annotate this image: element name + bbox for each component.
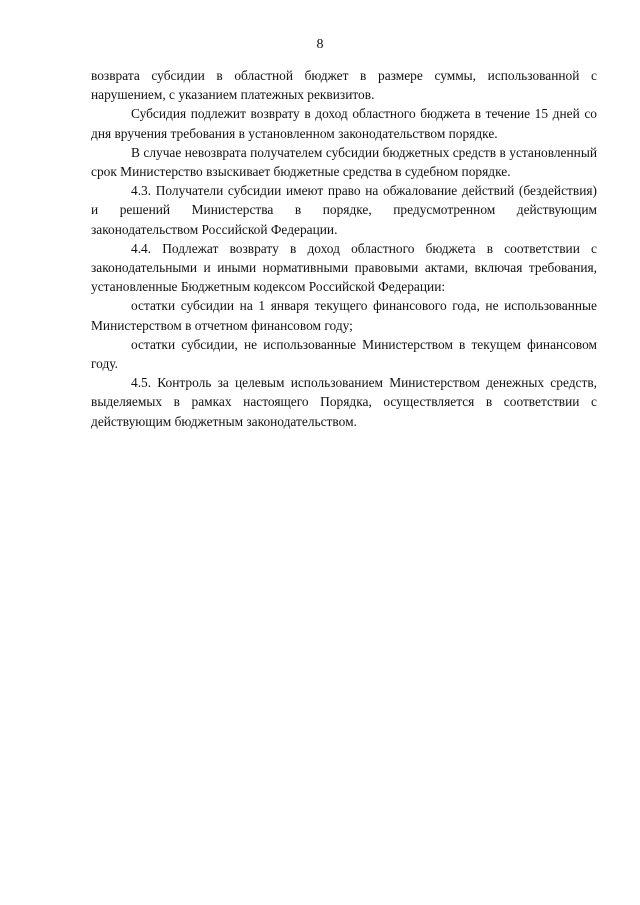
document-body [91, 66, 597, 431]
paragraph-judicial-recovery: В случае невозврата получателем субсидии бюджетных средств в установленный срок Министерство взыскивает бюджетные средства в судебном порядке. [91, 144, 597, 180]
list-item-prior-year-balances: остатки субсидии на 1 января текущего финансового года, не использованные Министерством в отчетном финансовом году; [91, 298, 597, 333]
paragraph-4-4: 4.4. Подлежат возврату в доход областного бюджета в соответствии с законодательными и иными нормативными правовыми актами, включая требования, установленные Бюджетным кодексом Российской Федерации: [91, 240, 597, 295]
paragraph-continuation: возврата субсидии в областной бюджет в размере суммы, использованной с нарушением, с указанием платежных реквизитов. [91, 68, 597, 103]
page-number: 8 [316, 37, 324, 52]
list-item-current-year-balances: остатки субсидии, не использованные Министерством в текущем финансовом году. [91, 336, 597, 372]
paragraph-4-5: 4.5. Контроль за целевым использованием Министерством денежных средств, выделяемых в рамках настоящего Порядка, осуществляется в соответствии с действующим бюджетным законодательством. [91, 375, 597, 429]
paragraph-4-3: 4.3. Получатели субсидии имеют право на обжалование действий (бездействия) и решений Министерства в порядке, предусмотренном действующим законодательством Российской Федерации. [91, 183, 597, 237]
paragraph-return-deadline: Субсидия подлежит возврату в доход областного бюджета в течение 15 дней со дня вручения требования в установленном законодательством порядке. [91, 106, 597, 141]
